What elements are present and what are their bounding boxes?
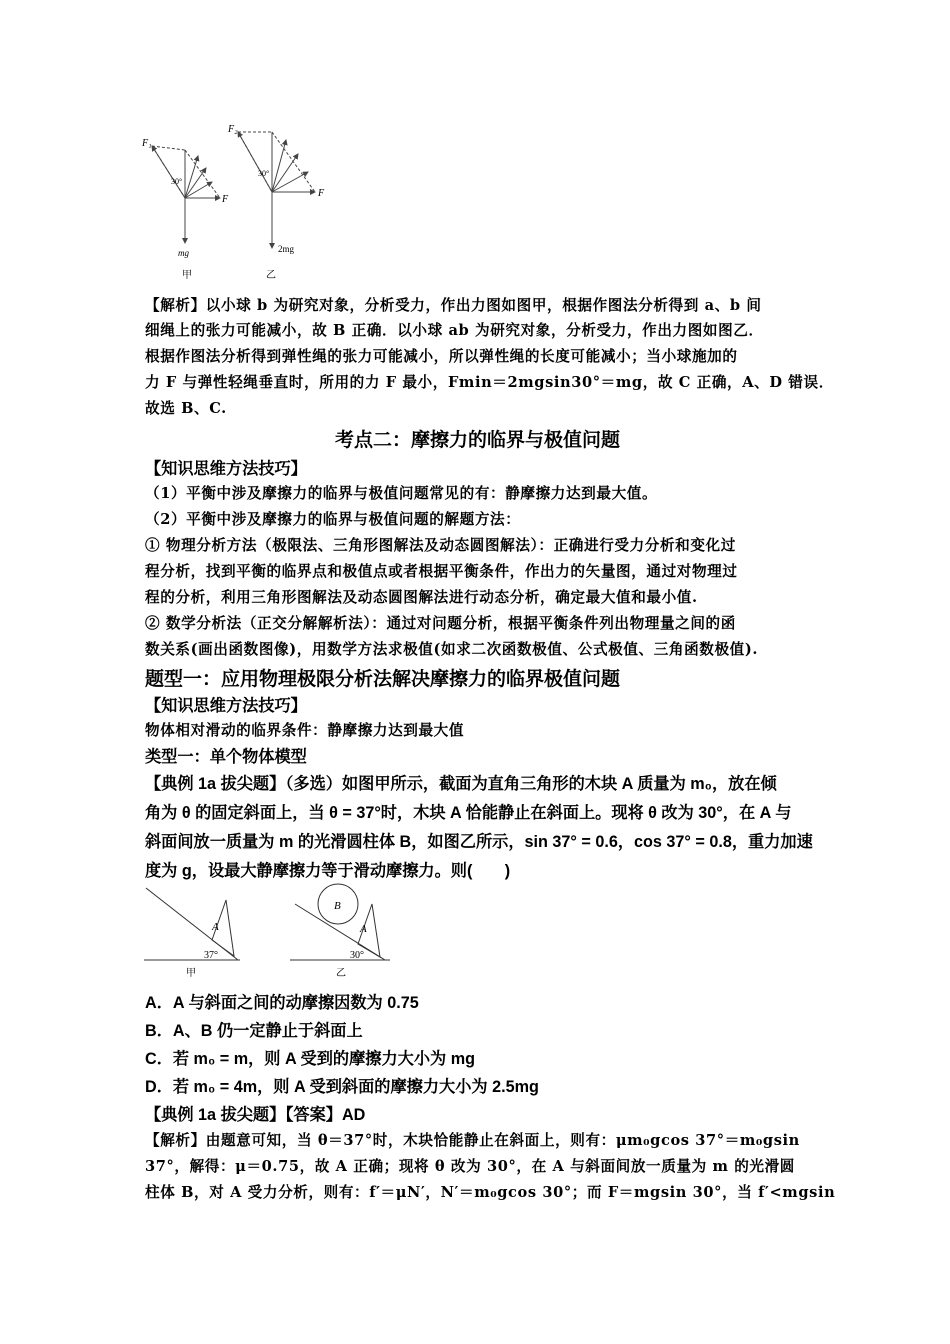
- section2-item-6: ② 数学分析法（正交分解解析法）：通过对问题分析，根据平衡条件列出物理量之间的函: [145, 615, 736, 632]
- analysis1-line-3: 根据作图法分析得到弹性绳的张力可能减小，所以弹性绳的长度可能减小；当小球施加的: [145, 348, 738, 365]
- jia-angle-label: 30°: [171, 177, 183, 186]
- yi-caption: 乙: [266, 270, 276, 281]
- analysis1-line-5: 故选 B、C.: [145, 400, 227, 417]
- section2-item-7: 数关系(画出函数图像)，用数学方法求极值(如求二次函数极值、公式极值、三角函数极值).: [145, 641, 759, 658]
- analysis1-line-4: 力 F 与弹性轻绳垂直时，所用的力 F 最小，Fmin＝2mgsin30°＝mg，故 C 正确，A、D 错误．: [145, 374, 834, 391]
- yi-block-label: A: [360, 923, 367, 935]
- example-line-4: 度为 g，设最大静摩擦力等于滑动摩擦力。则( ): [145, 862, 511, 880]
- jia-f1-label: F₁: [142, 138, 152, 149]
- section2-item-5: 程的分析，利用三角形图解法及动态圆图解法进行动态分析，确定最大值和最小值.: [145, 589, 698, 606]
- yi-f-label: F: [318, 188, 325, 199]
- incline-jia: [144, 888, 240, 960]
- incline-diagram-figure: [140, 882, 400, 982]
- knowledge-heading-2: 【知识思维方法技巧】: [145, 697, 307, 715]
- yi-angle: 30°: [350, 950, 364, 961]
- option-d: D．若 m₀ = 4m，则 A 受到斜面的摩擦力大小为 2.5mg: [145, 1078, 539, 1096]
- knowledge-heading-1: 【知识思维方法技巧】: [145, 460, 307, 478]
- section-title: 考点二：摩擦力的临界与极值问题: [334, 430, 620, 451]
- example-line-1: 【典例 1a 拔尖题】（多选）如图甲所示，截面为直角三角形的木块 A 质量为 m₀，放在倾: [145, 775, 777, 793]
- yi-mg-label: 2mg: [278, 244, 295, 254]
- force-diagram-figure: [140, 118, 340, 283]
- type1-condition: 物体相对滑动的临界条件：静摩擦力达到最大值: [145, 722, 465, 739]
- type1-model: 类型一：单个物体模型: [145, 748, 307, 766]
- jia-block-label: A: [212, 921, 219, 933]
- example-line-2: 角为 θ 的固定斜面上，当 θ = 37°时，木块 A 恰能静止在斜面上。现将 θ 改为 30°，在 A 与: [145, 804, 792, 822]
- analysis1-line-2: 细绳上的张力可能减小，故 B 正确．以小球 ab 为研究对象，分析受力，作出力图如图乙．: [145, 322, 764, 339]
- analysis2-line-2: 37°，解得：μ＝0.75，故 A 正确；现将 θ 改为 30°，在 A 与斜面间放一质量为 m 的光滑圆: [145, 1158, 796, 1175]
- section2-item-2: （2）平衡中涉及摩擦力的临界与极值问题的解题方法：: [145, 511, 521, 528]
- analysis2-line-3: 柱体 B，对 A 受力分析，则有：f′＝μN′，N′＝m₀gcos 30°；而 F＝mgsin 30°，当 f′<mgsin: [145, 1184, 836, 1201]
- option-b: B．A、B 仍一定静止于斜面上: [145, 1022, 363, 1040]
- option-a: A．A 与斜面之间的动摩擦因数为 0.75: [145, 994, 419, 1012]
- yi-ball-label: B: [334, 900, 341, 912]
- analysis2-line-1: 【解析】由题意可知，当 θ＝37°时，木块恰能静止在斜面上，则有：μm₀gcos 37°＝m₀gsin: [145, 1132, 800, 1149]
- yi-f2-label: F₂: [228, 124, 238, 135]
- section2-item-3: ① 物理分析方法（极限法、三角形图解法及动态圆图解法）：正确进行受力分析和变化过: [145, 537, 736, 554]
- yi-caption-2: 乙: [336, 968, 346, 979]
- force-diagram-jia: [152, 146, 220, 243]
- example-line-3: 斜面间放一质量为 m 的光滑圆柱体 B，如图乙所示，sin 37° = 0.6，cos 37° = 0.8，重力加速: [145, 833, 813, 851]
- answer-line: 【典例 1a 拔尖题】【答案】AD: [145, 1106, 366, 1124]
- option-c: C．若 m₀ = m，则 A 受到的摩擦力大小为 mg: [145, 1050, 476, 1068]
- jia-caption: 甲: [182, 270, 192, 281]
- force-diagram-yi: [238, 132, 315, 248]
- jia-angle: 37°: [204, 950, 218, 961]
- section2-item-4: 程分析，找到平衡的临界点和极值点或者根据平衡条件，作出力的矢量图，通过对物理过: [145, 563, 738, 580]
- jia-mg-label: mg: [178, 248, 189, 258]
- yi-angle-label: 30°: [258, 169, 270, 178]
- incline-yi: [290, 884, 390, 960]
- analysis1-line-1: 【解析】以小球 b 为研究对象，分析受力，作出力图如图甲，根据作图法分析得到 a、b 间: [145, 297, 762, 314]
- jia-caption-2: 甲: [186, 968, 196, 979]
- jia-f-label: F: [222, 194, 229, 205]
- section2-item-1: （1）平衡中涉及摩擦力的临界与极值问题常见的有：静摩擦力达到最大值。: [145, 485, 658, 502]
- type1-title: 题型一：应用物理极限分析法解决摩擦力的临界极值问题: [145, 669, 621, 690]
